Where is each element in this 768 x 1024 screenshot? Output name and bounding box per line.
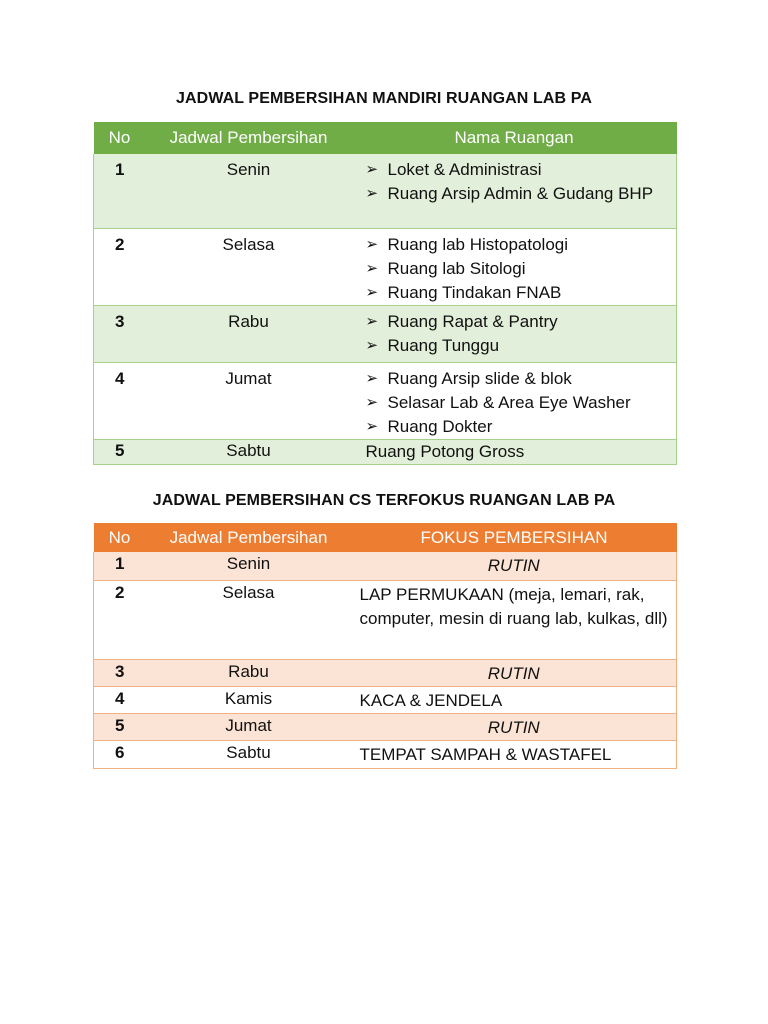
- list-item: [366, 281, 677, 305]
- arrowhead-bullet-icon: ➢: [365, 283, 379, 301]
- row-day: Rabu: [146, 305, 352, 362]
- row-number: 5: [94, 439, 146, 464]
- arrowhead-bullet-icon: ➢: [365, 185, 379, 202]
- arrowhead-bullet-icon: ➢: [365, 369, 379, 387]
- header-no: No: [94, 523, 146, 552]
- table-row: [94, 154, 677, 228]
- table-row: [94, 362, 677, 439]
- row-day: Sabtu: [146, 740, 352, 768]
- table-row: [94, 580, 677, 659]
- header-cleaning-focus: FOKUS PEMBERSIHAN: [352, 523, 677, 552]
- row-day: Senin: [146, 552, 352, 580]
- row-number: 4: [94, 686, 146, 713]
- table1-title: JADWAL PEMBERSIHAN MANDIRI RUANGAN LAB PA: [176, 90, 592, 107]
- list-item: [366, 158, 677, 182]
- table-row: [94, 686, 677, 713]
- row-focus: RUTIN: [352, 552, 677, 580]
- row-day: Selasa: [146, 228, 352, 305]
- row-rooms: [352, 154, 677, 228]
- arrowhead-bullet-icon: ➢: [365, 259, 379, 277]
- room-label: Ruang lab Histopatologi: [387, 234, 569, 254]
- list-item: [366, 233, 677, 257]
- row-day: Jumat: [146, 713, 352, 740]
- table-row: [94, 439, 677, 464]
- row-rooms: [352, 228, 677, 305]
- row-number: 2: [94, 580, 146, 659]
- arrowhead-bullet-icon: ➢: [365, 417, 379, 435]
- arrowhead-bullet-icon: ➢: [365, 312, 379, 330]
- row-number: 5: [94, 713, 146, 740]
- row-rooms: [352, 305, 677, 362]
- room-label: Ruang lab Sitologi: [387, 258, 526, 278]
- table-row: [94, 228, 677, 305]
- arrowhead-bullet-icon: ➢: [365, 393, 379, 411]
- room-label: Ruang Potong Gross: [365, 441, 525, 461]
- self-cleaning-schedule-table: [93, 122, 677, 465]
- arrowhead-bullet-icon: ➢: [365, 161, 379, 178]
- table2-title: JADWAL PEMBERSIHAN CS TERFOKUS RUANGAN LAB PA: [152, 492, 616, 509]
- list-item: [366, 182, 677, 206]
- row-focus: KACA & JENDELA: [352, 686, 677, 713]
- row-focus: LAP PERMUKAAN (meja, lemari, rak, computer, mesin di ruang lab, kulkas, dll): [352, 580, 677, 659]
- row-day: Senin: [146, 154, 352, 228]
- room-label: Selasar Lab & Area Eye Washer: [387, 392, 631, 412]
- row-day: Sabtu: [146, 439, 352, 464]
- table-row: [94, 713, 677, 740]
- room-label: Ruang Arsip slide & blok: [387, 368, 572, 388]
- table-header-row: [94, 523, 677, 552]
- room-label: Ruang Rapat & Pantry: [387, 311, 558, 331]
- row-number: 6: [94, 740, 146, 768]
- arrowhead-bullet-icon: ➢: [365, 336, 379, 354]
- room-label: Ruang Tindakan FNAB: [387, 282, 562, 302]
- room-label: Ruang Dokter: [387, 416, 493, 436]
- header-schedule: Jadwal Pembersihan: [146, 122, 352, 154]
- row-number: 1: [94, 552, 146, 580]
- list-item: [366, 257, 677, 281]
- list-item: [366, 391, 677, 415]
- row-day: Kamis: [146, 686, 352, 713]
- row-number: 1: [94, 154, 146, 228]
- row-day: Selasa: [146, 580, 352, 659]
- table-header-row: [94, 122, 677, 154]
- table-row: [94, 552, 677, 580]
- row-focus: TEMPAT SAMPAH & WASTAFEL: [352, 740, 677, 768]
- table-row: [94, 740, 677, 768]
- cs-focused-cleaning-table: [93, 523, 677, 769]
- room-label: Ruang Arsip Admin & Gudang BHP: [387, 184, 654, 203]
- list-item: [366, 415, 677, 439]
- row-rooms: [352, 362, 677, 439]
- row-rooms: [352, 439, 677, 464]
- list-item: [366, 334, 677, 358]
- room-label: Loket & Administrasi: [387, 160, 542, 179]
- row-number: 4: [94, 362, 146, 439]
- row-focus: RUTIN: [352, 659, 677, 686]
- row-focus: RUTIN: [352, 713, 677, 740]
- room-label: Ruang Tunggu: [387, 335, 500, 355]
- row-number: 3: [94, 305, 146, 362]
- list-item: [366, 367, 677, 391]
- header-room-name: Nama Ruangan: [352, 122, 677, 154]
- arrowhead-bullet-icon: ➢: [365, 235, 379, 253]
- table-row: [94, 659, 677, 686]
- row-day: Rabu: [146, 659, 352, 686]
- row-number: 2: [94, 228, 146, 305]
- list-item: [366, 310, 677, 334]
- row-number: 3: [94, 659, 146, 686]
- row-day: Jumat: [146, 362, 352, 439]
- header-schedule: Jadwal Pembersihan: [146, 523, 352, 552]
- table-row: [94, 305, 677, 362]
- header-no: No: [94, 122, 146, 154]
